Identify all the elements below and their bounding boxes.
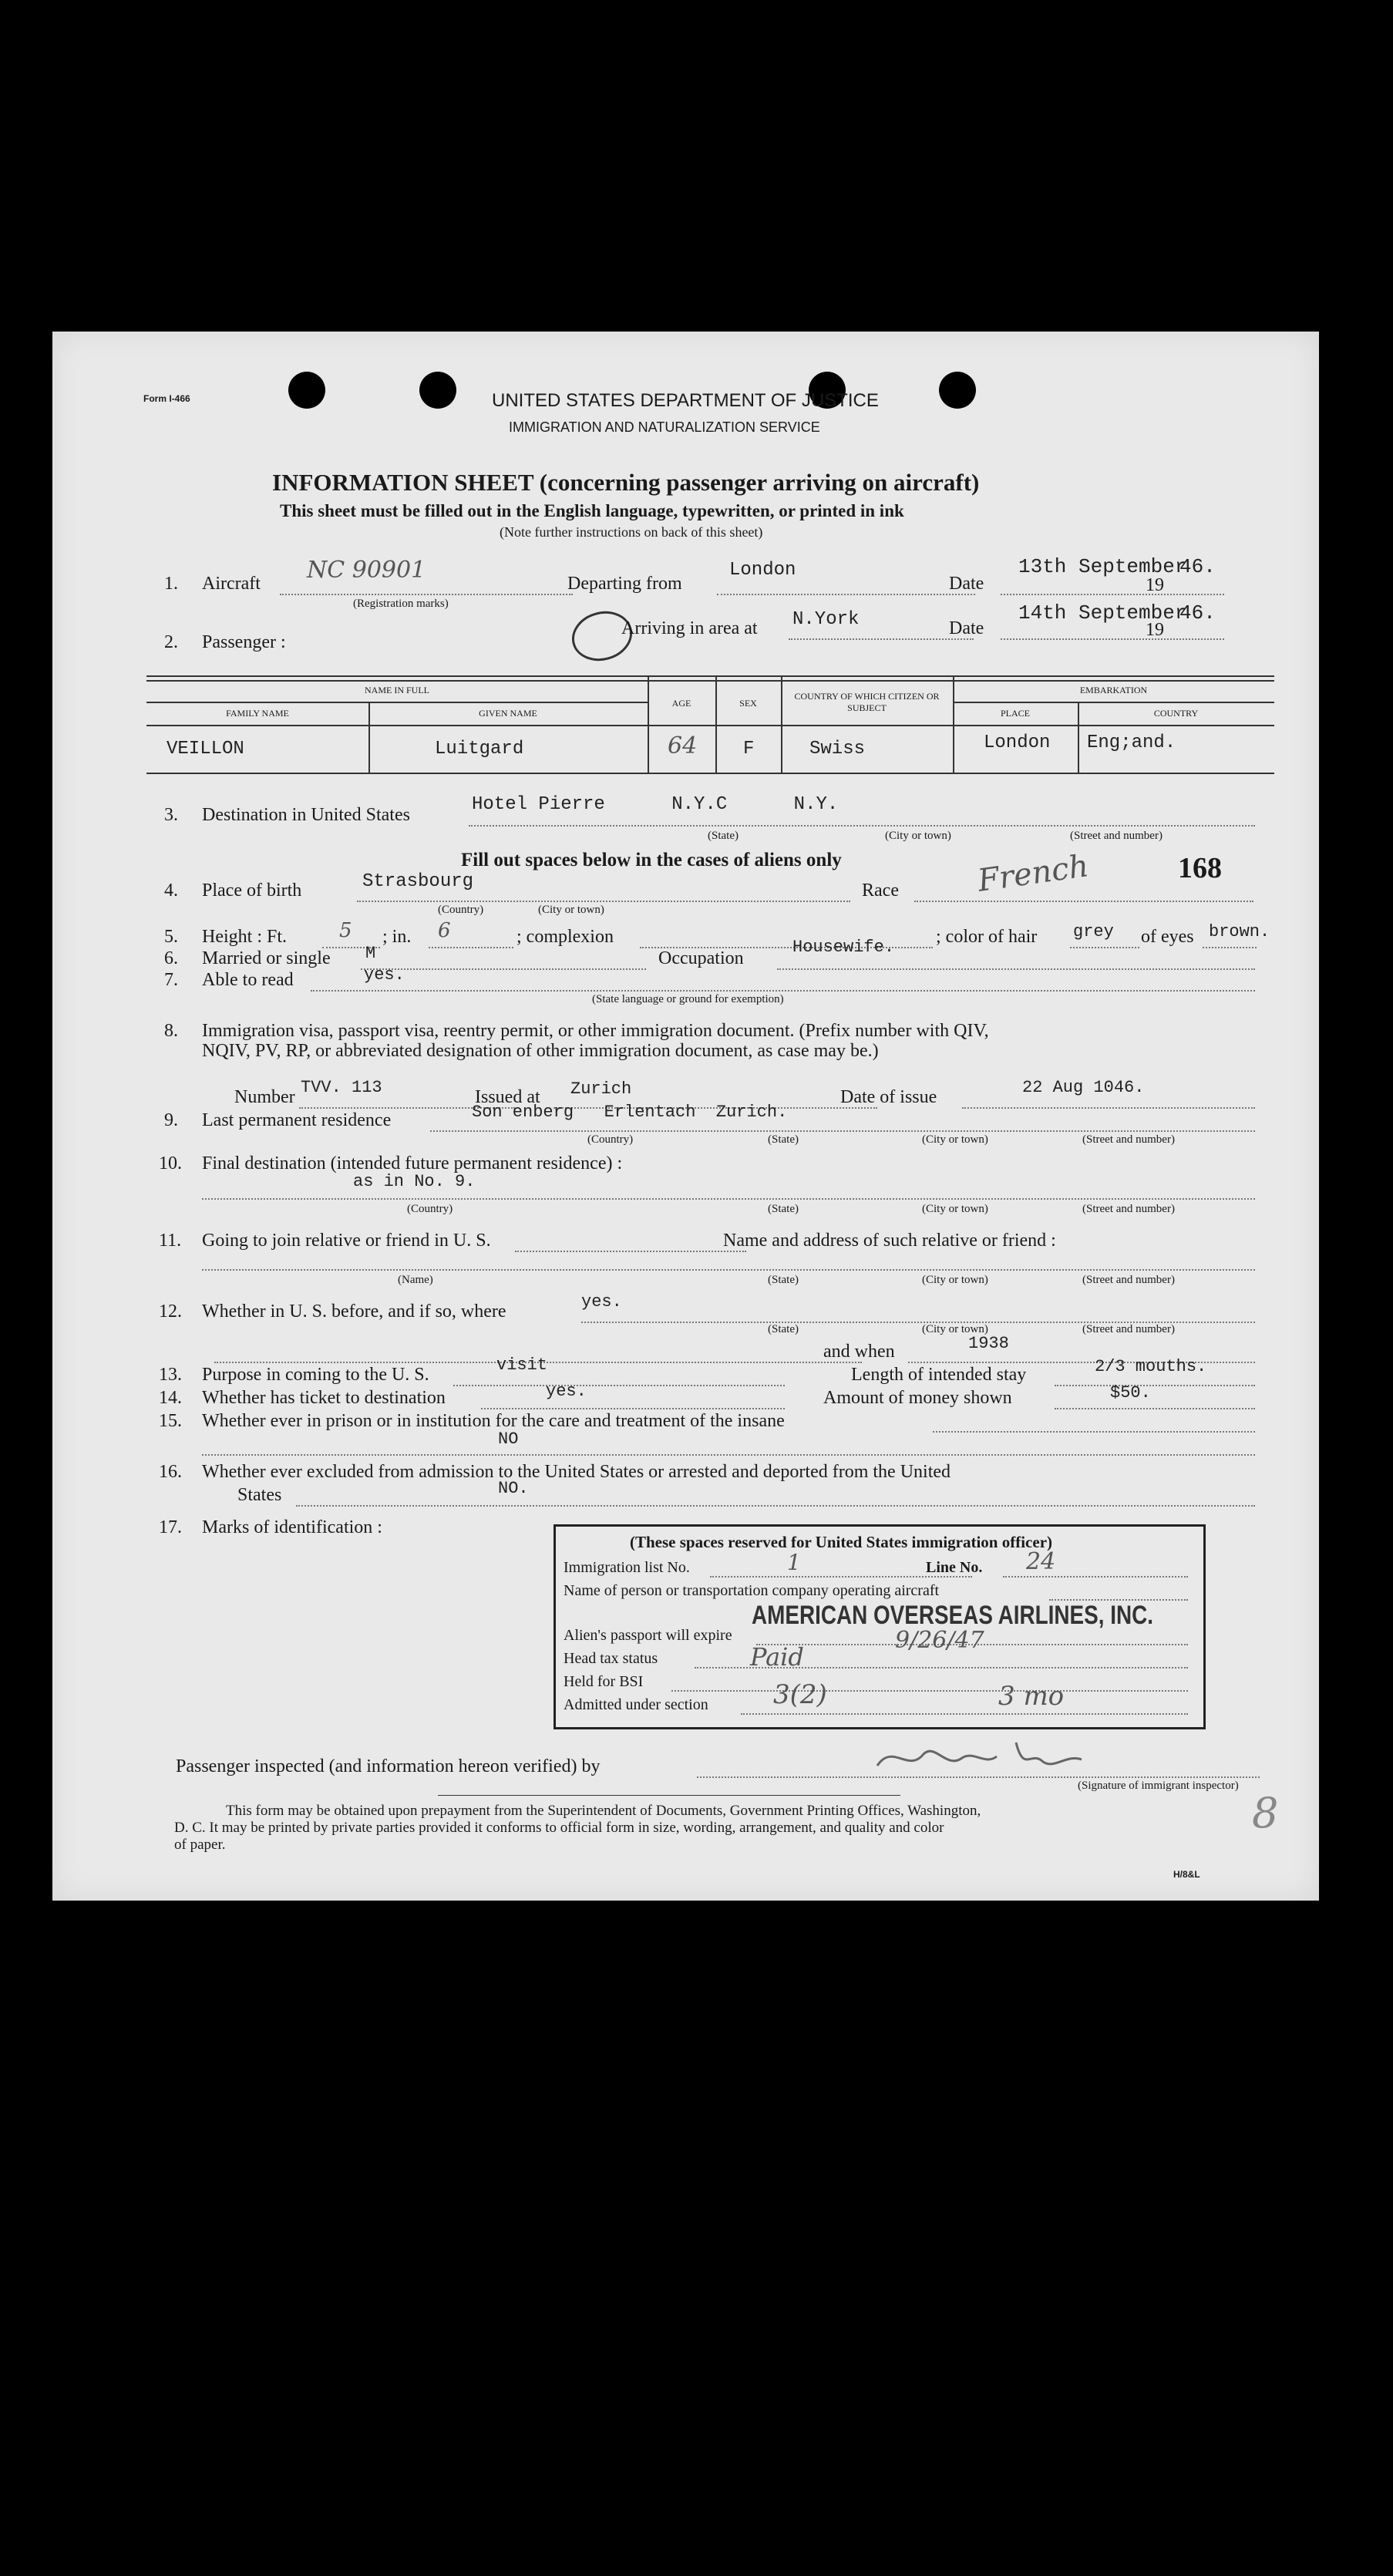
- visa-text-line-1: Immigration visa, passport visa, reentry permit, or other immigration document. (Prefix number with QIV,: [202, 1021, 989, 1041]
- row-6-number: 6.: [164, 948, 178, 968]
- registration-note: (Registration marks): [353, 598, 449, 610]
- form-title: INFORMATION SHEET (concerning passenger arriving on aircraft): [272, 469, 980, 496]
- dest-state-note: (State): [708, 830, 739, 842]
- stay-label: Length of intended stay: [851, 1365, 1027, 1385]
- in-us-before-value: yes.: [581, 1292, 622, 1312]
- family-name-header: FAMILY NAME: [226, 708, 289, 719]
- head-tax-value: Paid: [750, 1642, 804, 1672]
- admitted-section-label: Admitted under section: [564, 1696, 708, 1713]
- print-code: H/8&L: [1173, 1869, 1200, 1880]
- line-no-value: 24: [1026, 1548, 1056, 1575]
- res-country-note: (Country): [587, 1133, 634, 1146]
- excluded-label: Whether ever excluded from admission to the United States or arrested and deported from the United: [202, 1462, 951, 1482]
- page-number: 168: [1178, 852, 1222, 884]
- immigration-list-label: Immigration list No.: [564, 1559, 690, 1576]
- complexion-label: ; complexion: [516, 927, 614, 947]
- row-10-number: 10.: [159, 1153, 182, 1174]
- date-1-label: Date: [949, 574, 984, 594]
- aircraft-value: NC 90901: [307, 557, 426, 584]
- punch-hole-4: [939, 372, 976, 409]
- aircraft-label: Aircraft: [202, 574, 261, 594]
- relative-city-note: (City or town): [922, 1274, 988, 1286]
- in-us-before-label: Whether in U. S. before, and if so, where: [202, 1301, 506, 1322]
- prison-value: NO: [498, 1429, 519, 1449]
- row-9-number: 9.: [164, 1110, 178, 1130]
- company-stamp: AMERICAN OVERSEAS AIRLINES, INC.: [752, 1601, 1153, 1630]
- issued-at-value: Zurich: [570, 1079, 632, 1099]
- eye-color-value: brown.: [1209, 922, 1270, 941]
- hair-color-label: ; color of hair: [936, 927, 1038, 947]
- officer-reserved-box: [553, 1524, 1206, 1729]
- marks-label: Marks of identification :: [202, 1517, 382, 1537]
- row-8-number: 8.: [164, 1021, 178, 1041]
- purpose-value: visit: [496, 1355, 548, 1375]
- departing-value: London: [729, 560, 796, 581]
- ticket-value: yes.: [546, 1382, 587, 1401]
- held-bsi-label: Held for BSI: [564, 1673, 644, 1690]
- last-residence-value: Son enberg Erlentach Zurich.: [472, 1103, 788, 1122]
- occupation-value: Housewife.: [792, 938, 895, 957]
- citizenship-value: Swiss: [809, 739, 866, 759]
- destination-value: Hotel Pierre N.Y.C N.Y.: [472, 794, 839, 815]
- place-of-birth-value: Strasbourg: [362, 871, 474, 892]
- footer-line-2: D. C. It may be printed by private parties provided it conforms to official form in size, wording, arrangement, and quality and color: [174, 1820, 944, 1836]
- res-state-note: (State): [768, 1133, 799, 1146]
- height-in-label: ; in.: [382, 927, 412, 947]
- row-12-number: 12.: [159, 1301, 182, 1322]
- admitted-section-value: 3(2): [773, 1679, 827, 1710]
- age-header: AGE: [671, 698, 691, 709]
- date-of-issue-value: 22 Aug 1046.: [1022, 1078, 1145, 1097]
- row-5-number: 5.: [164, 927, 178, 947]
- res-city-note: (City or town): [922, 1133, 988, 1146]
- form-subtitle: This sheet must be filled out in the English language, typewritten, or printed in ink: [280, 501, 904, 520]
- row-14-number: 14.: [159, 1388, 182, 1408]
- ticket-label: Whether has ticket to destination: [202, 1388, 446, 1408]
- row-13-number: 13.: [159, 1365, 182, 1385]
- row-4-number: 4.: [164, 881, 178, 901]
- given-name-value: Luitgard: [435, 739, 524, 759]
- relative-street-note: (Street and number): [1082, 1274, 1175, 1286]
- service-name: IMMIGRATION AND NATURALIZATION SERVICE: [509, 419, 820, 435]
- excluded-value: NO.: [498, 1479, 529, 1498]
- date-of-issue-label: Date of issue: [840, 1087, 937, 1107]
- when-value: 1938: [968, 1334, 1009, 1353]
- stay-value: 2/3 mouths.: [1095, 1357, 1207, 1376]
- birth-city-note: (City or town): [538, 904, 604, 916]
- passport-expire-label: Alien's passport will expire: [564, 1627, 732, 1644]
- punch-hole-1: [288, 372, 325, 409]
- hair-color-value: grey: [1073, 922, 1114, 941]
- arriving-label: Arriving in area at: [621, 618, 758, 638]
- final-street-note: (Street and number): [1082, 1203, 1175, 1215]
- row-7-number: 7.: [164, 970, 178, 990]
- embark-place-header: PLACE: [1000, 708, 1030, 719]
- final-destination-value: as in No. 9.: [353, 1172, 476, 1191]
- form-number: Form I-466: [143, 393, 190, 404]
- line-no-label: Line No.: [926, 1559, 983, 1576]
- name-in-full-header: NAME IN FULL: [365, 685, 429, 695]
- race-label: Race: [862, 881, 899, 901]
- row-1-number: 1.: [164, 574, 178, 594]
- family-name-value: VEILLON: [167, 739, 244, 759]
- signature-note: (Signature of immigrant inspector): [1078, 1780, 1239, 1792]
- relative-name-note: (Name): [398, 1274, 433, 1286]
- final-city-note: (City or town): [922, 1203, 988, 1215]
- head-tax-label: Head tax status: [564, 1650, 658, 1667]
- before-state-note: (State): [768, 1323, 799, 1335]
- aliens-section-title: Fill out spaces below in the cases of aliens only: [461, 850, 842, 870]
- join-relative-label: Going to join relative or friend in U. S.: [202, 1231, 491, 1251]
- able-to-read-label: Able to read: [202, 970, 294, 990]
- company-label: Name of person or transportation company operating aircraft: [564, 1582, 940, 1599]
- embark-country-header: COUNTRY: [1153, 708, 1199, 719]
- embark-place-value: London: [984, 732, 1051, 753]
- passenger-label: Passenger :: [202, 632, 286, 652]
- before-city-note: (City or town): [922, 1323, 988, 1335]
- side-mark: 8: [1252, 1789, 1279, 1837]
- height-ft-label: Height : Ft.: [202, 927, 288, 947]
- final-country-note: (Country): [407, 1203, 453, 1215]
- sex-value: F: [743, 739, 755, 759]
- dest-city-note: (City or town): [885, 830, 951, 842]
- reserved-title: (These spaces reserved for United States immigration officer): [630, 1533, 1053, 1551]
- admitted-duration-value: 3 mo: [998, 1681, 1065, 1712]
- passport-expire-value: 9/26/47: [895, 1627, 984, 1654]
- row-3-number: 3.: [164, 805, 178, 825]
- row-16-number: 16.: [159, 1462, 182, 1482]
- year-1-prefix: 19: [1146, 575, 1164, 595]
- dest-street-note: (Street and number): [1070, 830, 1163, 842]
- money-value: $50.: [1110, 1383, 1151, 1402]
- place-of-birth-label: Place of birth: [202, 881, 302, 901]
- eye-color-label: of eyes: [1141, 927, 1194, 947]
- sex-header: SEX: [739, 698, 757, 709]
- departing-label: Departing from: [567, 574, 682, 594]
- row-17-number: 17.: [159, 1517, 182, 1537]
- date-2-label: Date: [949, 618, 984, 638]
- money-label: Amount of money shown: [823, 1388, 1012, 1408]
- age-value: 64: [668, 732, 698, 759]
- immigration-list-value: 1: [787, 1550, 801, 1575]
- arriving-value: N.York: [792, 609, 860, 630]
- issued-at-label: Issued at: [475, 1087, 540, 1107]
- row-11-number: 11.: [159, 1231, 182, 1251]
- date-2-value: 14th September: [1018, 601, 1187, 625]
- final-destination-label: Final destination (intended future permanent residence) :: [202, 1153, 623, 1174]
- relative-address-label: Name and address of such relative or friend :: [723, 1231, 1056, 1251]
- inspector-signature: [870, 1727, 1101, 1781]
- inspected-label: Passenger inspected (and information hereon verified) by: [176, 1756, 601, 1776]
- able-to-read-value: yes.: [364, 965, 405, 985]
- race-value: French: [975, 848, 1091, 899]
- birth-country-note: (Country): [438, 904, 484, 916]
- row-2-number: 2.: [164, 632, 178, 652]
- purpose-label: Purpose in coming to the U. S.: [202, 1365, 429, 1385]
- last-residence-label: Last permanent residence: [202, 1110, 392, 1130]
- excluded-label-2: States: [237, 1485, 282, 1505]
- year-1-value: 46.: [1179, 555, 1216, 578]
- prison-label: Whether ever in prison or in institution for the care and treatment of the insane: [202, 1411, 785, 1431]
- destination-label: Destination in United States: [202, 805, 410, 825]
- year-2-prefix: 19: [1146, 620, 1164, 640]
- when-label: and when: [823, 1342, 895, 1362]
- marital-value: M: [365, 944, 376, 963]
- res-street-note: (Street and number): [1082, 1133, 1175, 1146]
- punch-hole-2: [419, 372, 456, 409]
- citizenship-header: COUNTRY OF WHICH CITIZEN OR SUBJECT: [794, 691, 940, 713]
- embarkation-header: EMBARKATION: [1079, 685, 1148, 695]
- footer-line-3: of paper.: [174, 1837, 226, 1853]
- given-name-header: GIVEN NAME: [479, 708, 537, 719]
- read-note: (State language or ground for exemption): [592, 993, 784, 1005]
- form-note: (Note further instructions on back of this sheet): [500, 524, 763, 540]
- year-2-value: 46.: [1179, 601, 1216, 625]
- department-name: UNITED STATES DEPARTMENT OF JUSTICE: [492, 390, 879, 411]
- row-15-number: 15.: [159, 1411, 182, 1431]
- form-sheet: [52, 332, 1319, 1901]
- visa-number-label: Number: [234, 1087, 295, 1107]
- visa-number-value: TVV. 113: [301, 1078, 382, 1097]
- date-1-value: 13th September: [1018, 555, 1187, 578]
- footer-line-1: This form may be obtained upon prepayment from the Superintendent of Documents, Government Printing Offices, Washington,: [226, 1803, 981, 1819]
- embark-country-value: Eng;and.: [1087, 732, 1176, 753]
- occupation-label: Occupation: [658, 948, 744, 968]
- relative-state-note: (State): [768, 1274, 799, 1286]
- height-in-value: 6: [438, 919, 451, 942]
- before-street-note: (Street and number): [1082, 1323, 1175, 1335]
- height-ft-value: 5: [339, 919, 352, 942]
- visa-text-line-2: NQIV, PV, RP, or abbreviated designation of other immigration document, as case may be.): [202, 1041, 879, 1061]
- marital-label: Married or single: [202, 948, 331, 968]
- final-state-note: (State): [768, 1203, 799, 1215]
